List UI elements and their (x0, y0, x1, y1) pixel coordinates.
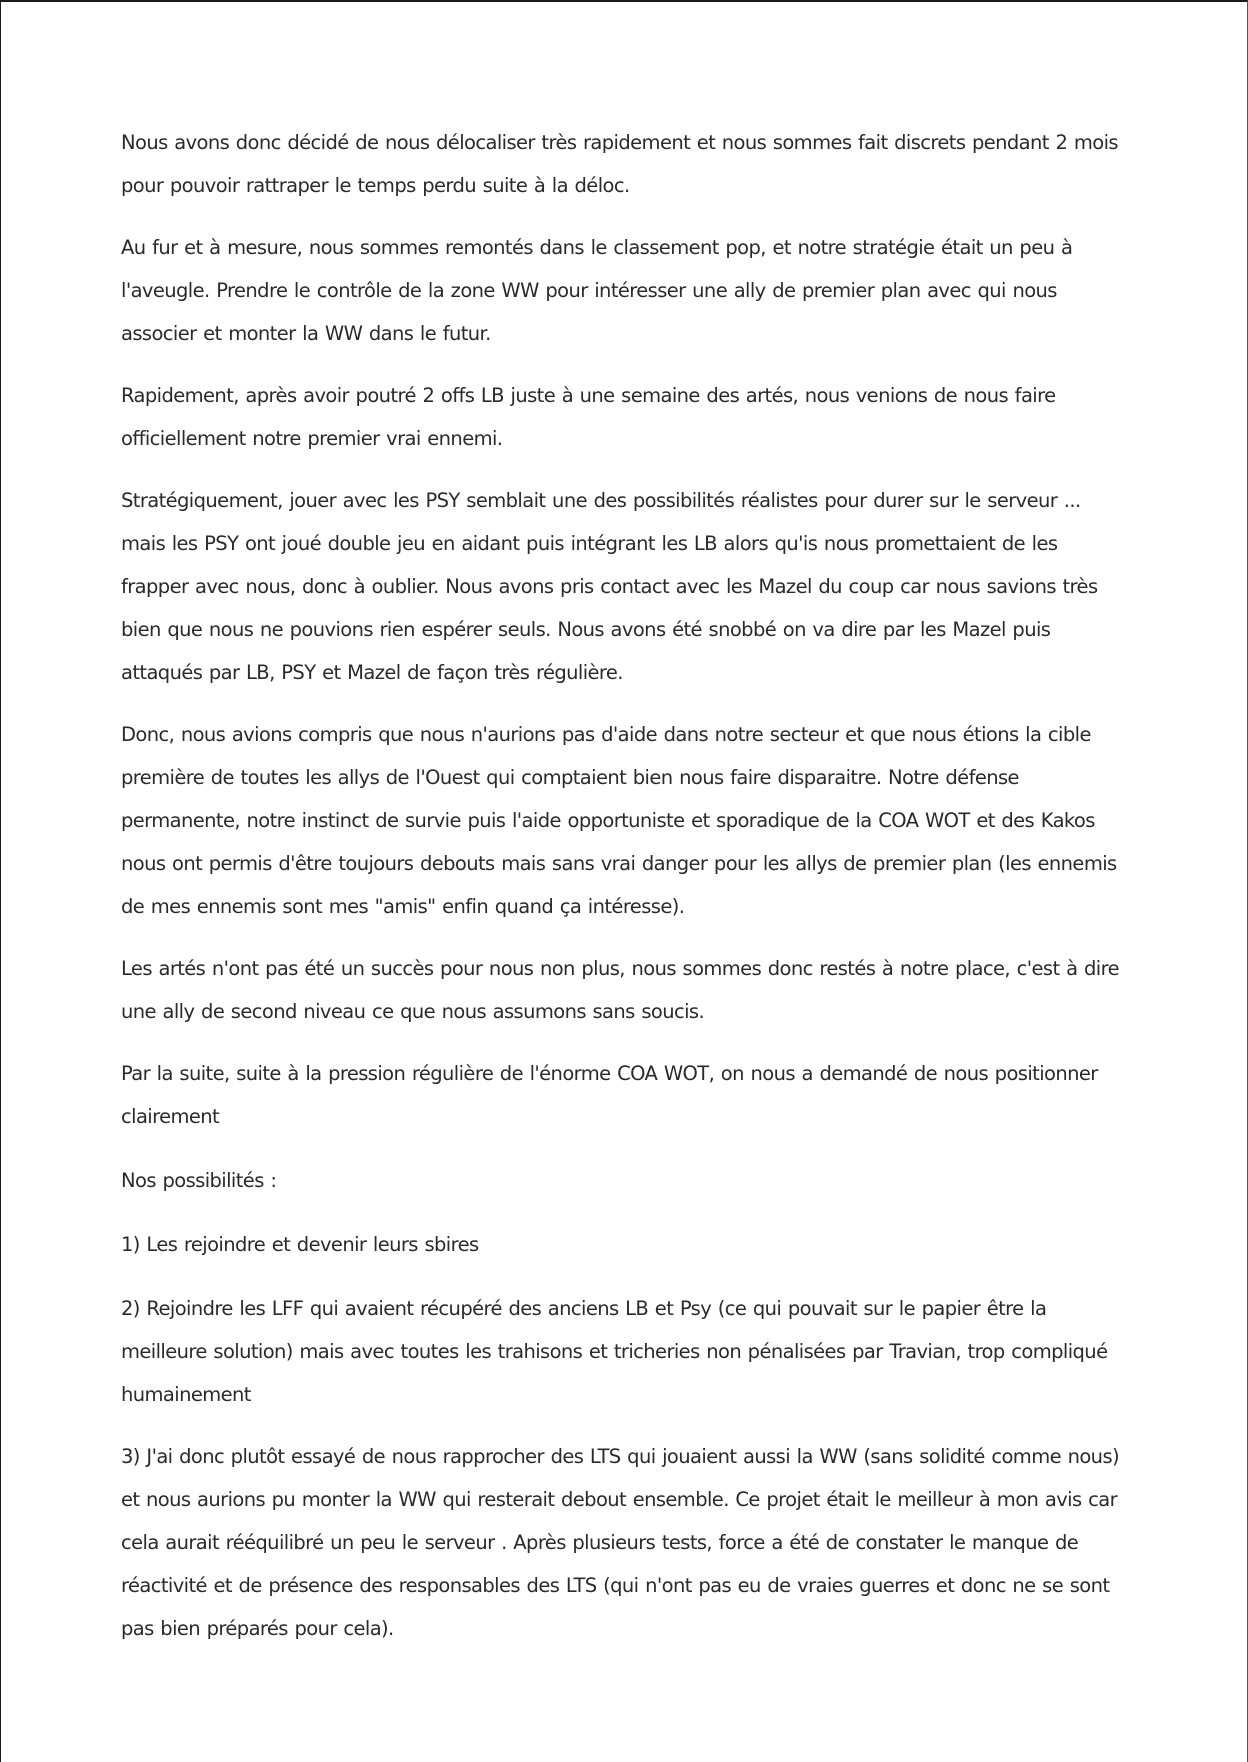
list-item-option-3: 3) J'ai donc plutôt essayé de nous rapprocher des LTS qui jouaient aussi la WW (sans solidité comme nous) et nous aurions pu monter la WW qui resterait debout ensemble. Ce projet était le meilleur à mon avis car cela aurait rééquilibré un peu le serveur . Après plusieurs tests, force a été de constater le manque de réactivité et de présence des responsables des LTS (qui n'ont pas eu de vraies guerres et donc ne se sont pas bien préparés pour cela). (121, 1445, 1120, 1640)
paragraph-relocation: Nous avons donc décidé de nous délocaliser très rapidement et nous sommes fait discrets pendant 2 mois pour pouvoir rattraper le temps perdu suite à la déloc. (121, 131, 1118, 197)
document-body (121, 121, 1131, 1669)
paragraph-west-allies: Donc, nous avions compris que nous n'aurions pas d'aide dans notre secteur et que nous étions la cible première de toutes les allys de l'Ouest qui comptaient bien nous faire disparaitre. Notre défense permanente, notre instinct de survie puis l'aide opportuniste et sporadique de la COA WOT et des Kakos nous ont permis d'être toujours debouts mais sans vrai danger pour les allys de premier plan (les ennemis de mes ennemis sont mes "amis" enfin quand ça intéresse). (121, 723, 1117, 918)
paragraph-strategy: Au fur et à mesure, nous sommes remontés dans le classement pop, et notre stratégie était un peu à l'aveugle. Prendre le contrôle de la zone WW pour intéresser une ally de premier plan avec qui nous associer et monter la WW dans le futur. (121, 236, 1073, 345)
paragraph-first-enemy: Rapidement, après avoir poutré 2 offs LB juste à une semaine des artés, nous venions de nous faire officiellement notre premier vrai ennemi. (121, 384, 1056, 450)
list-item-option-1: 1) Les rejoindre et devenir leurs sbires (121, 1233, 479, 1256)
paragraph-artefacts: Les artés n'ont pas été un succès pour nous non plus, nous sommes donc restés à notre place, c'est à dire une ally de second niveau ce que nous assumons sans soucis. (121, 957, 1120, 1023)
paragraph-options-heading: Nos possibilités : (121, 1169, 277, 1192)
paragraph-coa-wot-pressure: Par la suite, suite à la pression régulière de l'énorme COA WOT, on nous a demandé de nous positionner clairement (121, 1062, 1098, 1128)
paragraph-psy-mazel: Stratégiquement, jouer avec les PSY semblait une des possibilités réalistes pour durer sur le serveur ... mais les PSY ont joué double jeu en aidant puis intégrant les LB alors qu'is nous promettaient de les frapper avec nous, donc à oublier. Nous avons pris contact avec les Mazel du coup car nous savions très bien que nous ne pouvions rien espérer seuls. Nous avons été snobbé on va dire par les Mazel puis attaqués par LB, PSY et Mazel de façon très régulière. (121, 489, 1098, 684)
list-item-option-2: 2) Rejoindre les LFF qui avaient récupéré des anciens LB et Psy (ce qui pouvait sur le papier être la meilleure solution) mais avec toutes les trahisons et tricheries non pénalisées par Travian, trop compliqué humainement (121, 1297, 1108, 1406)
